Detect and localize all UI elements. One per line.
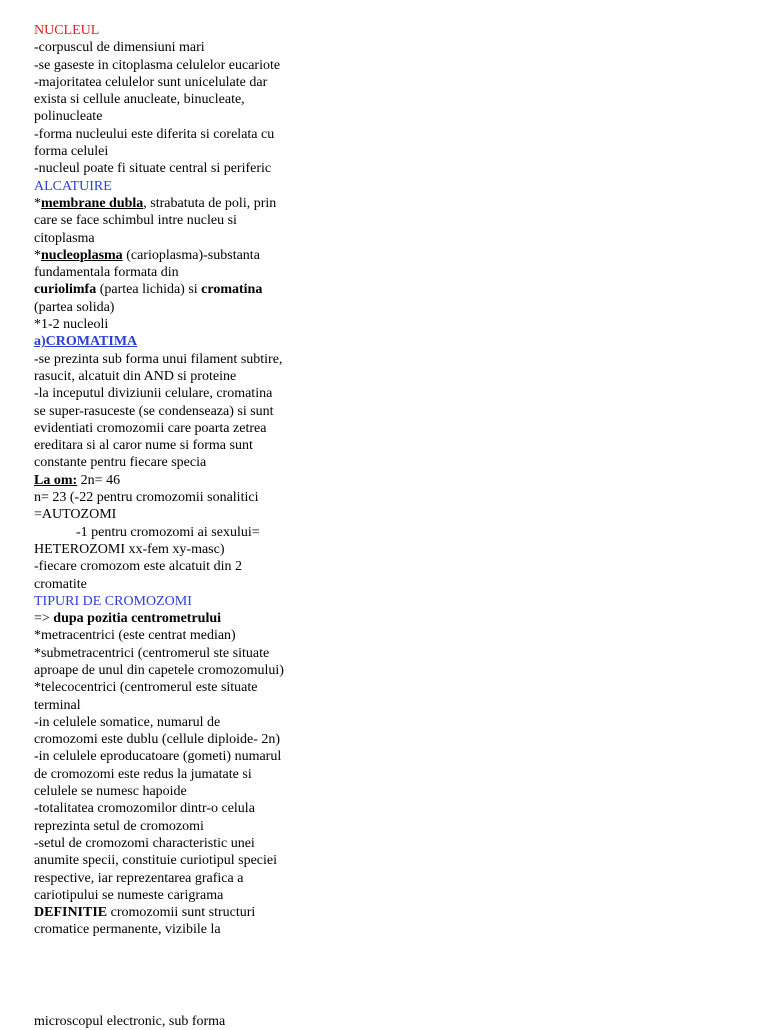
chromatin-line: ereditara si al caror nume si forma sunt — [34, 438, 253, 454]
types-list — [34, 627, 334, 904]
types-line: anumite specii, constituie curiotipul speciei — [34, 853, 277, 869]
human-formula-line — [34, 472, 334, 489]
nucleoli-line: *1-2 nucleoli — [34, 317, 109, 333]
membrane-line-2: care se face schimbul intre nucleu si — [34, 213, 237, 229]
chromatin-heading: a)CROMATIMA — [34, 334, 138, 350]
chromatin-line: rasucit, alcatuit din AND si proteine — [34, 368, 237, 384]
page-title: NUCLEUL — [34, 23, 100, 38]
intro-line: exista si cellule anucleate, binucleate, — [34, 92, 245, 108]
membrane-line — [34, 195, 334, 212]
intro-line: -corpuscul de dimensiuni mari — [34, 40, 205, 56]
nucleoplasm-term: nucleoplasma — [41, 247, 123, 263]
membrane-text: , strabatuta de poli, prin — [143, 195, 277, 211]
nucleoplasm-line — [34, 247, 334, 264]
heterozomi-line: HETEROZOMI xx-fem xy-masc) — [34, 541, 225, 557]
types-line: *telecocentrici (centromerul este situate — [34, 680, 258, 696]
nucleoplasm-text: (carioplasma)-substanta — [122, 247, 260, 263]
human-n-line: n= 23 (-22 pentru cromozomii sonalitici — [34, 490, 259, 506]
membrane-term: membrane dubla — [41, 195, 144, 211]
page-bottom-cut-line: microscopul electronic, sub forma — [34, 1014, 226, 1029]
intro-line: -se gaseste in citoplasma celulelor eucariote — [34, 57, 281, 73]
human-formula: 2n= 46 — [77, 472, 121, 488]
types-heading: TIPURI DE CROMOZOMI — [34, 593, 192, 609]
chromatin-list — [34, 351, 334, 472]
nucleoplasm-line-4: (partea solida) — [34, 299, 115, 315]
autozomi-line: =AUTOZOMI — [34, 507, 117, 523]
curiolimfa-text: (partea lichida) si — [96, 282, 202, 298]
types-line: de cromozomi este redus la jumatate si — [34, 766, 252, 782]
types-line: respective, iar reprezentarea grafica a — [34, 870, 244, 886]
chromatin-line: evidentiati cromozomii care poarta zetrea — [34, 420, 267, 436]
chromatin-line: -la inceputul diviziunii celulare, cromatina — [34, 386, 273, 402]
types-line: *submetracentrici (centromerul ste situate — [34, 645, 270, 661]
chromatin-line: constante pentru fiecare specia — [34, 455, 207, 471]
membrane-line-3: citoplasma — [34, 230, 95, 246]
intro-line: -forma nucleului este diferita si corelata cu — [34, 126, 275, 142]
definition-text: cromozomii sunt structuri — [107, 905, 256, 921]
types-line: reprezinta setul de cromozomi — [34, 818, 204, 834]
types-line: cariotipului se numeste carigrama — [34, 887, 224, 903]
curiolimfa-term: curiolimfa — [34, 282, 97, 298]
chromatid-line: -fiecare cromozom este alcatuit din 2 — [34, 559, 242, 575]
types-line: aproape de unul din capetele cromozomului) — [34, 662, 284, 678]
types-line: -setul de cromozomi characteristic unei — [34, 835, 255, 851]
chromatid-line-2: cromatite — [34, 576, 87, 592]
types-line: *metracentrici (este centrat median) — [34, 628, 236, 644]
chromatin-line: -se prezinta sub forma unui filament subtire, — [34, 351, 283, 367]
structure-heading: ALCATUIRE — [34, 178, 112, 194]
nucleoplasm-line-3 — [34, 281, 334, 298]
cromatina-term: cromatina — [201, 282, 263, 298]
types-line: terminal — [34, 697, 81, 713]
types-line: -in celulele somatice, numarul de — [34, 714, 221, 730]
types-line: celulele se numesc hapoide — [34, 784, 187, 800]
types-subheading — [34, 610, 334, 627]
types-subheading-text: dupa pozitia centrometrului — [53, 611, 222, 627]
types-line: -in celulele eproducatoare (gometi) numarul — [34, 749, 282, 765]
definition-line-2: cromatice permanente, vizibile la — [34, 922, 221, 938]
intro-line: forma celulei — [34, 144, 109, 160]
types-line: -totalitatea cromozomilor dintr-o celula — [34, 801, 255, 817]
intro-line: polinucleate — [34, 109, 103, 125]
bullet-star: * — [34, 247, 41, 263]
bullet-star: * — [34, 195, 41, 211]
chromatin-line: se super-rasuceste (se condenseaza) si sunt — [34, 403, 274, 419]
document-page — [34, 22, 334, 939]
intro-list — [34, 39, 334, 177]
human-label: La om: — [34, 472, 78, 488]
intro-line: -majoritatea celulelor sunt unicelulate dar — [34, 74, 268, 90]
definition-label: DEFINITIE — [34, 905, 108, 921]
intro-line: -nucleul poate fi situate central si periferic — [34, 161, 272, 177]
arrow-marker: => — [34, 611, 54, 627]
definition-line — [34, 904, 334, 921]
types-line: cromozomi este dublu (cellule diploide- 2n) — [34, 732, 281, 748]
sex-chromosome-line: -1 pentru cromozomi ai sexului= — [76, 524, 260, 540]
nucleoplasm-line-2: fundamentala formata din — [34, 265, 179, 281]
